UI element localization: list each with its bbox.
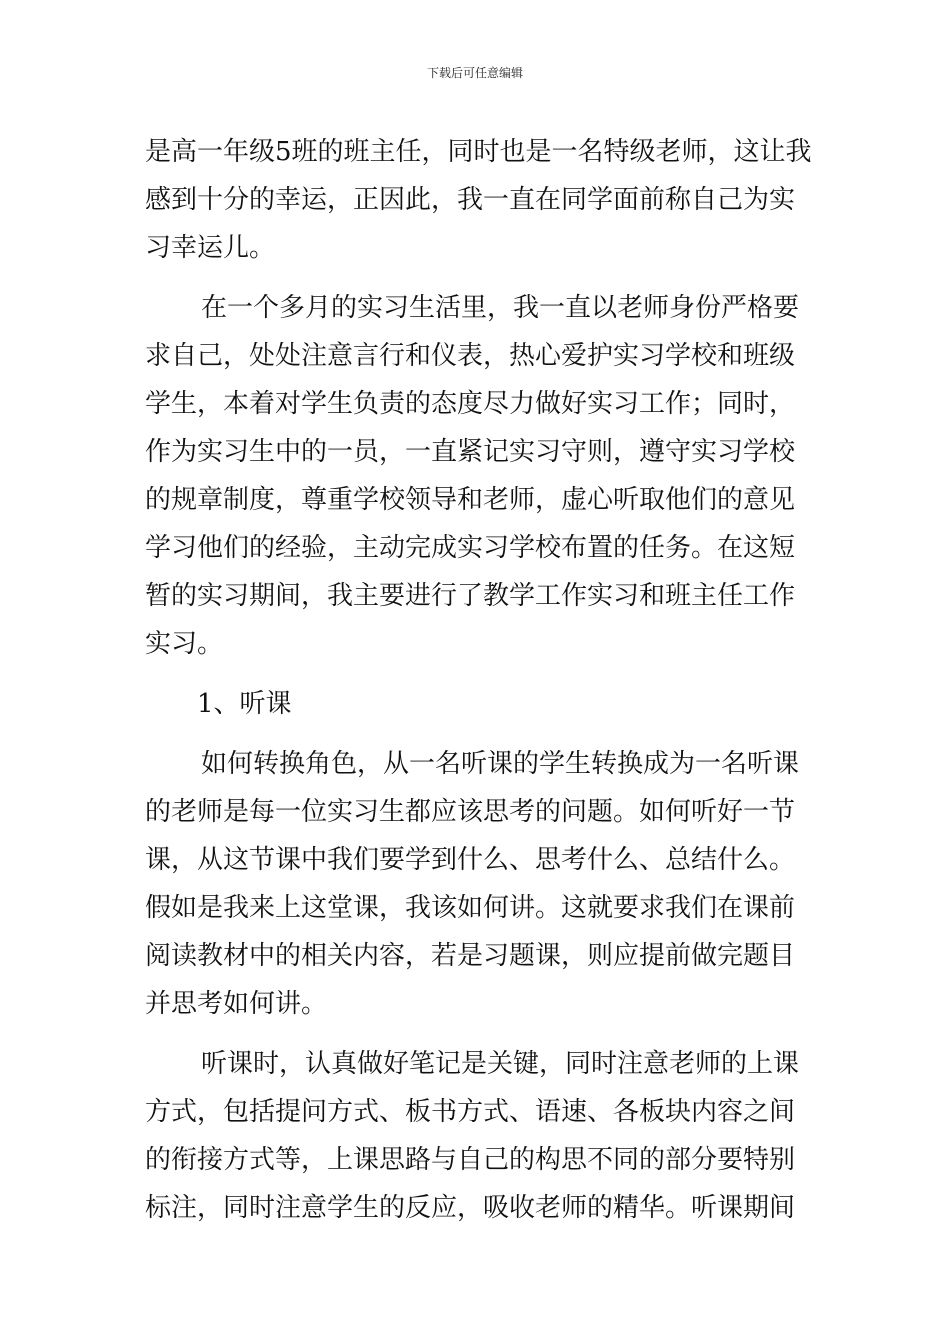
document-body — [145, 128, 812, 1232]
text-line: 暂的实习期间，我主要进行了教学工作实习和班主任工作 — [145, 581, 796, 611]
text-line: 在一个多月的实习生活里，我一直以老师身份严格要 — [201, 293, 800, 323]
text-line: 方式，包括提问方式、板书方式、语速、各板块内容之间 — [145, 1097, 796, 1127]
text-line: 课，从这节课中我们要学到什么、思考什么、总结什么。 — [145, 845, 796, 875]
paragraph-1 — [145, 128, 812, 272]
paragraph-4 — [145, 1040, 808, 1232]
text-line: 学习他们的经验，主动完成实习学校布置的任务。在这短 — [145, 533, 796, 563]
text-line: 假如是我来上这堂课，我该如何讲。这就要求我们在课前 — [145, 893, 796, 923]
page-header: 下载后可任意编辑 — [426, 66, 523, 80]
section-heading — [145, 680, 808, 728]
paragraph-2 — [145, 284, 808, 668]
text-line: 求自己，处处注意言行和仪表，热心爱护实习学校和班级 — [145, 341, 796, 371]
text-line: 并思考如何讲。 — [145, 989, 328, 1019]
text-line: 实习。 — [145, 629, 224, 659]
text-line: 作为实习生中的一员，一直紧记实习守则，遵守实习学校 — [145, 437, 796, 467]
text-line: 听课时，认真做好笔记是关键，同时注意老师的上课 — [201, 1049, 800, 1079]
text-line: 如何转换角色，从一名听课的学生转换成为一名听课 — [201, 749, 800, 779]
text-line: 学生，本着对学生负责的态度尽力做好实习工作；同时， — [145, 389, 796, 419]
text-line: 的衔接方式等，上课思路与自己的构思不同的部分要特别 — [145, 1145, 796, 1175]
text-line: 习幸运儿。 — [145, 233, 276, 263]
text-line: 的规章制度，尊重学校领导和老师，虚心听取他们的意见 — [145, 485, 796, 515]
paragraph-3 — [145, 740, 808, 1028]
text-line: 阅读教材中的相关内容，若是习题课，则应提前做完题目 — [145, 941, 796, 971]
text-line: 的老师是每一位实习生都应该思考的问题。如何听好一节 — [145, 797, 796, 827]
text-line: 感到十分的幸运，正因此，我一直在同学面前称自己为实 — [145, 185, 796, 215]
heading-text: 1、听课 — [197, 689, 292, 719]
text-line: 标注，同时注意学生的反应，吸收老师的精华。听课期间 — [145, 1193, 796, 1223]
text-line: 是高一年级5班的班主任，同时也是一名特级老师，这让我 — [145, 137, 812, 167]
